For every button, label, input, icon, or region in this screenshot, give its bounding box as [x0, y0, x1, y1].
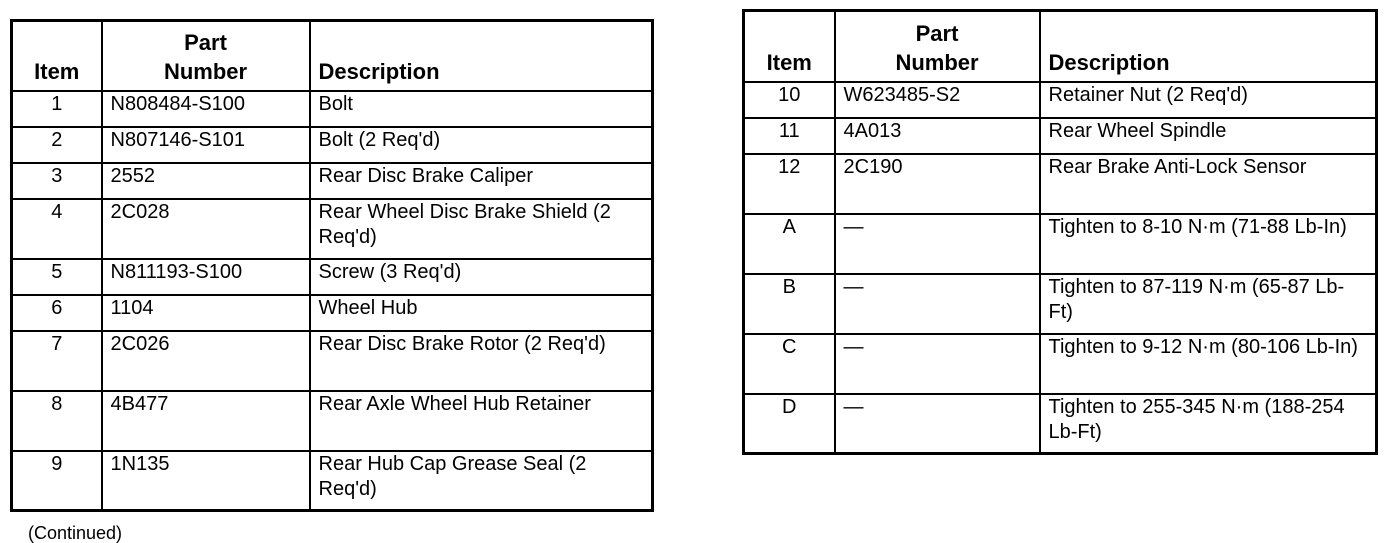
table-row — [744, 394, 1377, 454]
description-cell: Wheel Hub — [310, 295, 653, 331]
table-row — [12, 451, 653, 511]
item-column-header: Item — [744, 11, 835, 82]
part-number-cell: 2C026 — [102, 331, 310, 391]
table-row — [744, 118, 1377, 154]
item-cell: 8 — [12, 391, 102, 451]
description-cell: Rear Disc Brake Caliper — [310, 163, 653, 199]
description-cell: Tighten to 9-12 N·m (80-106 Lb-In) — [1040, 334, 1377, 394]
part-number-cell: N808484-S100 — [102, 91, 310, 127]
description-cell: Bolt — [310, 91, 653, 127]
description-cell: Rear Disc Brake Rotor (2 Req'd) — [310, 331, 653, 391]
item-cell: A — [744, 214, 835, 274]
item-cell: 5 — [12, 259, 102, 295]
item-cell: 10 — [744, 82, 835, 118]
part-number-cell: W623485-S2 — [835, 82, 1040, 118]
description-cell: Rear Hub Cap Grease Seal (2 Req'd) — [310, 451, 653, 511]
item-cell: 12 — [744, 154, 835, 214]
item-cell: 6 — [12, 295, 102, 331]
table-row — [12, 127, 653, 163]
part-number-cell: N811193-S100 — [102, 259, 310, 295]
description-cell: Rear Wheel Disc Brake Shield (2 Req'd) — [310, 199, 653, 259]
parts-table-left — [10, 19, 654, 512]
part-number-column-header: Part Number — [835, 11, 1040, 82]
item-cell: D — [744, 394, 835, 454]
description-cell: Bolt (2 Req'd) — [310, 127, 653, 163]
table-row — [12, 91, 653, 127]
parts-table-right — [742, 9, 1378, 455]
item-cell: C — [744, 334, 835, 394]
table-row — [744, 154, 1377, 214]
description-column-header: Description — [310, 21, 653, 91]
part-number-cell: — — [835, 274, 1040, 334]
item-cell: 7 — [12, 331, 102, 391]
item-cell: 3 — [12, 163, 102, 199]
table-row — [12, 331, 653, 391]
part-number-cell: 4A013 — [835, 118, 1040, 154]
item-cell: 2 — [12, 127, 102, 163]
part-number-column-header: Part Number — [102, 21, 310, 91]
description-cell: Retainer Nut (2 Req'd) — [1040, 82, 1377, 118]
item-cell: 1 — [12, 91, 102, 127]
description-cell: Tighten to 8-10 N·m (71-88 Lb-In) — [1040, 214, 1377, 274]
table-row — [12, 391, 653, 451]
part-number-cell: 2C190 — [835, 154, 1040, 214]
continued-note: (Continued) — [28, 523, 123, 543]
description-cell: Rear Axle Wheel Hub Retainer — [310, 391, 653, 451]
description-cell: Screw (3 Req'd) — [310, 259, 653, 295]
part-number-cell: 1104 — [102, 295, 310, 331]
table-row — [744, 82, 1377, 118]
table-row — [744, 214, 1377, 274]
table-row — [12, 163, 653, 199]
item-cell: B — [744, 274, 835, 334]
description-cell: Tighten to 255-345 N·m (188-254 Lb-Ft) — [1040, 394, 1377, 454]
part-number-cell: — — [835, 214, 1040, 274]
item-cell: 9 — [12, 451, 102, 511]
description-cell: Rear Brake Anti-Lock Sensor — [1040, 154, 1377, 214]
table-row — [12, 295, 653, 331]
description-cell: Tighten to 87-119 N·m (65-87 Lb-Ft) — [1040, 274, 1377, 334]
part-number-cell: 1N135 — [102, 451, 310, 511]
table-row — [12, 259, 653, 295]
item-cell: 11 — [744, 118, 835, 154]
table-row — [744, 334, 1377, 394]
table-row — [12, 199, 653, 259]
part-number-cell: — — [835, 394, 1040, 454]
item-cell: 4 — [12, 199, 102, 259]
part-number-cell: N807146-S101 — [102, 127, 310, 163]
part-number-cell: 2552 — [102, 163, 310, 199]
part-number-cell: 2C028 — [102, 199, 310, 259]
item-column-header: Item — [12, 21, 102, 91]
table-row — [744, 274, 1377, 334]
description-cell: Rear Wheel Spindle — [1040, 118, 1377, 154]
part-number-cell: 4B477 — [102, 391, 310, 451]
part-number-cell: — — [835, 334, 1040, 394]
description-column-header: Description — [1040, 11, 1377, 82]
